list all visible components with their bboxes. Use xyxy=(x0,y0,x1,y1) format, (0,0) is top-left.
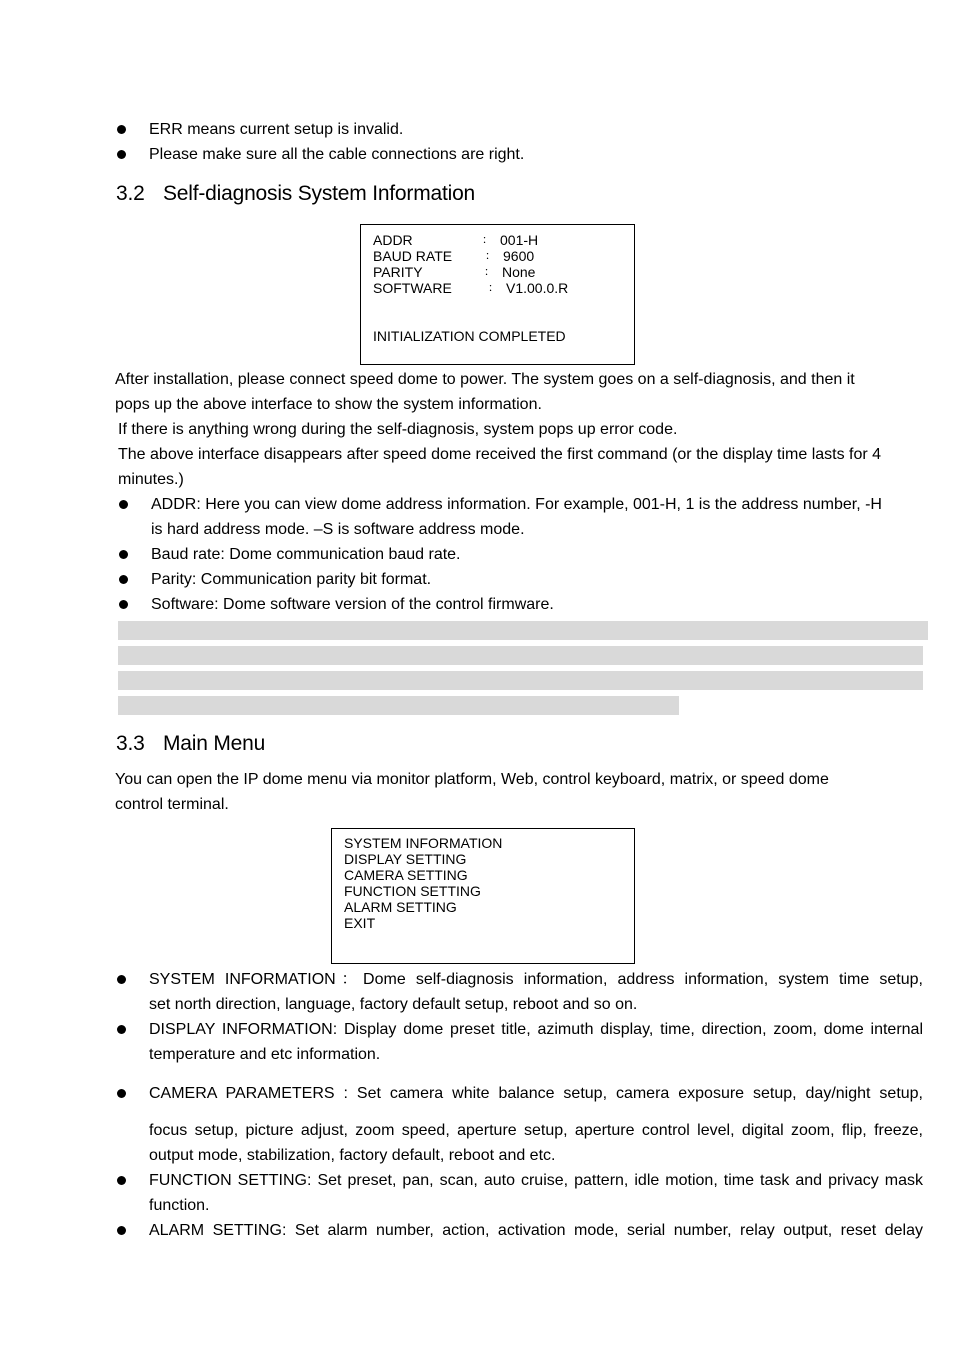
bullet-addr-line: ADDR: Here you can view dome address information. For example, 001-H, 1 is the address number, -H xyxy=(151,496,882,513)
menu-item-function-setting: FUNCTION SETTING xyxy=(344,883,481,899)
section-title: Main Menu xyxy=(163,732,266,755)
section-heading-3-3 xyxy=(116,730,265,758)
bullet-system-info-line: set north direction, language, factory default setup, reboot and so on. xyxy=(149,996,638,1013)
info-label-baud: BAUD RATE xyxy=(373,248,453,264)
bullet-dot xyxy=(117,150,126,159)
bullet-dot xyxy=(117,1226,126,1235)
menu-item-camera-setting: CAMERA SETTING xyxy=(344,867,468,883)
bullet-camera-line: focus setup, picture adjust, zoom speed, aperture setup, aperture control level, digital zoom, flip, freeze, xyxy=(149,1122,923,1139)
bullet-parity: Parity: Communication parity bit format. xyxy=(151,571,432,588)
section-title: Self-diagnosis System Information xyxy=(163,182,476,205)
section-number: 3.3 xyxy=(116,732,145,755)
main-menu-box xyxy=(331,828,635,964)
bullet-alarm-line: ALARM SETTING: Set alarm number, action, activation mode, serial number, relay output, reset delay xyxy=(149,1222,923,1239)
info-sep: ： xyxy=(484,266,495,278)
bullet-cable: Please make sure all the cable connections are right. xyxy=(149,146,525,163)
info-sep: ： xyxy=(488,282,499,294)
bullet-system-info-line: SYSTEM INFORMATION：Dome self-diagnosis information, address information, system time setup, xyxy=(149,971,923,988)
bullet-camera-line: output mode, stabilization, factory default, reboot and etc. xyxy=(149,1147,556,1164)
paragraph-line: After installation, please connect speed dome to power. The system goes on a self-diagnosis, and then it xyxy=(115,371,855,388)
redacted-bar xyxy=(118,696,679,715)
bullet-function-line: function. xyxy=(149,1197,210,1214)
info-status: INITIALIZATION COMPLETED xyxy=(373,328,566,344)
info-value-baud: 9600 xyxy=(503,248,535,264)
bullet-err: ERR means current setup is invalid. xyxy=(149,121,404,138)
bullet-dot xyxy=(117,1176,126,1185)
menu-item-alarm-setting: ALARM SETTING xyxy=(344,899,457,915)
paragraph-line: pops up the above interface to show the system information. xyxy=(115,396,542,413)
menu-item-system-information: SYSTEM INFORMATION xyxy=(344,835,503,851)
info-label-parity: PARITY xyxy=(373,264,423,280)
paragraph-line: You can open the IP dome menu via monitor platform, Web, control keyboard, matrix, or speed dome xyxy=(115,771,829,788)
info-label-software: SOFTWARE xyxy=(373,280,452,296)
info-value-addr: 001-H xyxy=(500,232,539,248)
paragraph-line: minutes.) xyxy=(118,471,184,488)
bullet-dot xyxy=(119,575,128,584)
paragraph-line: control terminal. xyxy=(115,796,229,813)
bullet-camera-line: CAMERA PARAMETERS : Set camera white balance setup, camera exposure setup, day/night setup, xyxy=(149,1085,923,1102)
bullet-dot xyxy=(119,500,128,509)
menu-item-exit: EXIT xyxy=(344,915,376,931)
bullet-dot xyxy=(119,600,128,609)
bullet-display-info-line: DISPLAY INFORMATION: Display dome preset title, azimuth display, time, direction, zoom, dome internal xyxy=(149,1021,923,1038)
bullet-dot xyxy=(117,975,126,984)
bullet-dot xyxy=(117,125,126,134)
info-value-parity: None xyxy=(502,264,536,280)
info-sep: ： xyxy=(485,250,496,262)
section-number: 3.2 xyxy=(116,182,145,205)
info-label-addr: ADDR xyxy=(373,232,413,248)
info-sep: ： xyxy=(482,234,493,246)
redacted-bar xyxy=(118,671,923,690)
redacted-bar xyxy=(118,646,923,665)
system-info-box xyxy=(360,224,635,365)
bullet-dot xyxy=(117,1025,126,1034)
section-heading-3-2 xyxy=(116,180,475,208)
paragraph-line: If there is anything wrong during the self-diagnosis, system pops up error code. xyxy=(118,421,678,438)
bullet-dot xyxy=(117,1089,126,1098)
bullet-dot xyxy=(119,550,128,559)
info-value-software: V1.00.0.R xyxy=(506,280,569,296)
bullet-addr-line: is hard address mode. –S is software address mode. xyxy=(151,521,525,538)
redacted-bar xyxy=(118,621,928,640)
bullet-display-info-line: temperature and etc information. xyxy=(149,1046,381,1063)
paragraph-line: The above interface disappears after speed dome received the first command (or the display time lasts for 4 xyxy=(118,446,882,463)
bullet-baud: Baud rate: Dome communication baud rate. xyxy=(151,546,461,563)
bullet-software: Software: Dome software version of the control firmware. xyxy=(151,596,554,613)
bullet-function-line: FUNCTION SETTING: Set preset, pan, scan, auto cruise, pattern, idle motion, time task and privacy mask xyxy=(149,1172,923,1189)
menu-item-display-setting: DISPLAY SETTING xyxy=(344,851,467,867)
